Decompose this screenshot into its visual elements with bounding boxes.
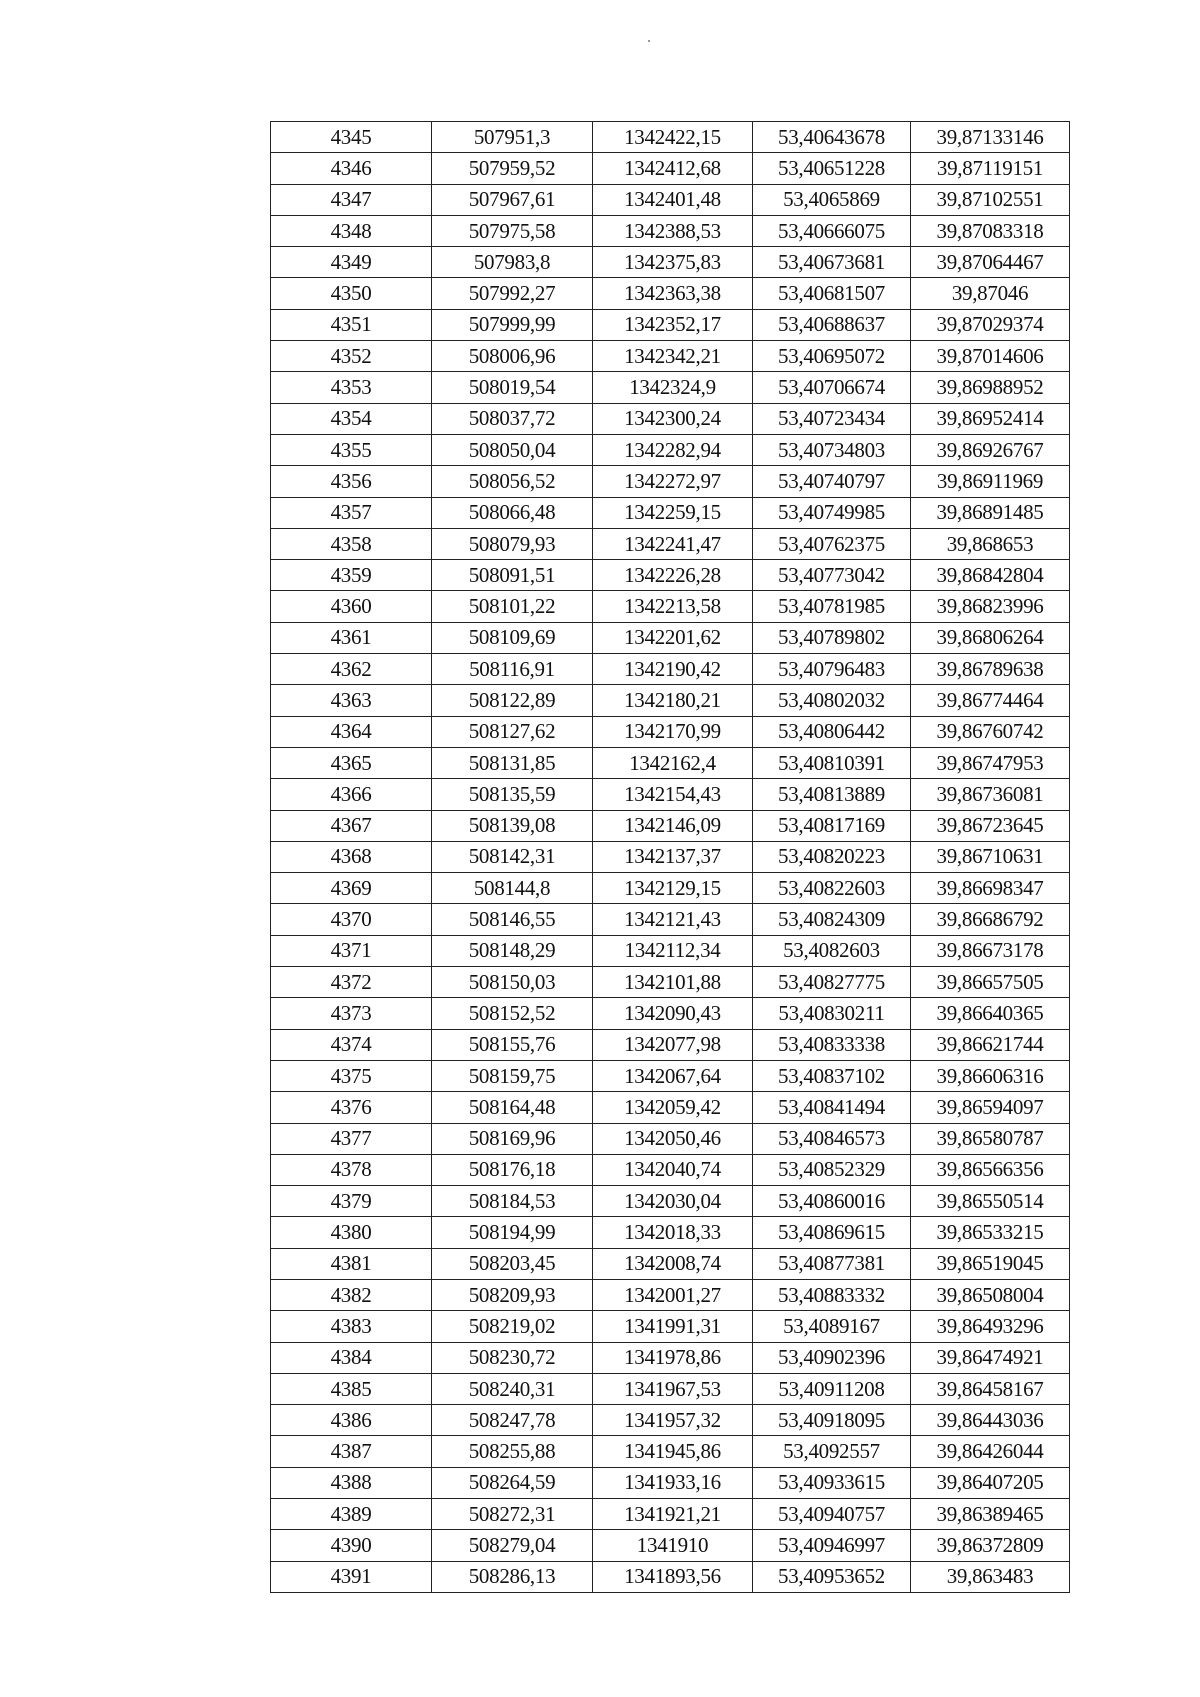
y-coordinate-cell: 1342342,21 <box>593 341 753 372</box>
latitude-cell: 53,40773042 <box>753 560 911 591</box>
point-number-cell: 4351 <box>271 309 432 340</box>
table-row <box>271 1530 1070 1561</box>
longitude-cell: 39,86952414 <box>911 403 1070 434</box>
latitude-cell: 53,40911208 <box>753 1373 911 1404</box>
point-number-cell: 4354 <box>271 403 432 434</box>
coordinates-table-body <box>271 122 1070 1593</box>
longitude-cell: 39,86673178 <box>911 935 1070 966</box>
point-number-cell: 4347 <box>271 184 432 215</box>
y-coordinate-cell: 1341991,31 <box>593 1311 753 1342</box>
latitude-cell: 53,40827775 <box>753 967 911 998</box>
y-coordinate-cell: 1341967,53 <box>593 1373 753 1404</box>
x-coordinate-cell: 508091,51 <box>432 560 593 591</box>
table-row <box>271 341 1070 372</box>
y-coordinate-cell: 1341893,56 <box>593 1561 753 1592</box>
latitude-cell: 53,4082603 <box>753 935 911 966</box>
point-number-cell: 4356 <box>271 466 432 497</box>
y-coordinate-cell: 1342259,15 <box>593 497 753 528</box>
y-coordinate-cell: 1342272,97 <box>593 466 753 497</box>
latitude-cell: 53,40806442 <box>753 716 911 747</box>
x-coordinate-cell: 508240,31 <box>432 1373 593 1404</box>
point-number-cell: 4378 <box>271 1154 432 1185</box>
table-row <box>271 528 1070 559</box>
y-coordinate-cell: 1342412,68 <box>593 153 753 184</box>
longitude-cell: 39,86723645 <box>911 810 1070 841</box>
point-number-cell: 4361 <box>271 622 432 653</box>
longitude-cell: 39,87064467 <box>911 247 1070 278</box>
longitude-cell: 39,86621744 <box>911 1029 1070 1060</box>
x-coordinate-cell: 507983,8 <box>432 247 593 278</box>
latitude-cell: 53,40762375 <box>753 528 911 559</box>
x-coordinate-cell: 508155,76 <box>432 1029 593 1060</box>
longitude-cell: 39,86747953 <box>911 747 1070 778</box>
y-coordinate-cell: 1342363,38 <box>593 278 753 309</box>
y-coordinate-cell: 1342282,94 <box>593 434 753 465</box>
point-number-cell: 4391 <box>271 1561 432 1592</box>
point-number-cell: 4368 <box>271 841 432 872</box>
longitude-cell: 39,87083318 <box>911 215 1070 246</box>
y-coordinate-cell: 1341921,21 <box>593 1499 753 1530</box>
x-coordinate-cell: 508152,52 <box>432 998 593 1029</box>
latitude-cell: 53,4065869 <box>753 184 911 215</box>
longitude-cell: 39,86580787 <box>911 1123 1070 1154</box>
longitude-cell: 39,86566356 <box>911 1154 1070 1185</box>
latitude-cell: 53,40824309 <box>753 904 911 935</box>
y-coordinate-cell: 1342180,21 <box>593 685 753 716</box>
latitude-cell: 53,4092557 <box>753 1436 911 1467</box>
x-coordinate-cell: 508135,59 <box>432 779 593 810</box>
y-coordinate-cell: 1342213,58 <box>593 591 753 622</box>
table-row <box>271 1092 1070 1123</box>
x-coordinate-cell: 508150,03 <box>432 967 593 998</box>
longitude-cell: 39,86686792 <box>911 904 1070 935</box>
longitude-cell: 39,86926767 <box>911 434 1070 465</box>
x-coordinate-cell: 508131,85 <box>432 747 593 778</box>
y-coordinate-cell: 1342040,74 <box>593 1154 753 1185</box>
y-coordinate-cell: 1342324,9 <box>593 372 753 403</box>
table-row <box>271 278 1070 309</box>
point-number-cell: 4387 <box>271 1436 432 1467</box>
table-row <box>271 1060 1070 1091</box>
y-coordinate-cell: 1341910 <box>593 1530 753 1561</box>
y-coordinate-cell: 1342001,27 <box>593 1279 753 1310</box>
latitude-cell: 53,40749985 <box>753 497 911 528</box>
longitude-cell: 39,86508004 <box>911 1279 1070 1310</box>
latitude-cell: 53,40734803 <box>753 434 911 465</box>
table-row <box>271 1279 1070 1310</box>
table-row <box>271 591 1070 622</box>
table-row <box>271 497 1070 528</box>
table-row <box>271 998 1070 1029</box>
point-number-cell: 4383 <box>271 1311 432 1342</box>
y-coordinate-cell: 1342170,99 <box>593 716 753 747</box>
latitude-cell: 53,40933615 <box>753 1467 911 1498</box>
x-coordinate-cell: 507967,61 <box>432 184 593 215</box>
longitude-cell: 39,86389465 <box>911 1499 1070 1530</box>
table-row <box>271 372 1070 403</box>
y-coordinate-cell: 1342375,83 <box>593 247 753 278</box>
longitude-cell: 39,86372809 <box>911 1530 1070 1561</box>
latitude-cell: 53,40651228 <box>753 153 911 184</box>
table-row <box>271 685 1070 716</box>
table-row <box>271 1248 1070 1279</box>
point-number-cell: 4371 <box>271 935 432 966</box>
longitude-cell: 39,86594097 <box>911 1092 1070 1123</box>
table-row <box>271 434 1070 465</box>
longitude-cell: 39,86988952 <box>911 372 1070 403</box>
latitude-cell: 53,40833338 <box>753 1029 911 1060</box>
latitude-cell: 53,40817169 <box>753 810 911 841</box>
latitude-cell: 53,40706674 <box>753 372 911 403</box>
longitude-cell: 39,86789638 <box>911 654 1070 685</box>
latitude-cell: 53,40940757 <box>753 1499 911 1530</box>
table-row <box>271 184 1070 215</box>
longitude-cell: 39,868653 <box>911 528 1070 559</box>
latitude-cell: 53,40673681 <box>753 247 911 278</box>
y-coordinate-cell: 1342137,37 <box>593 841 753 872</box>
y-coordinate-cell: 1342162,4 <box>593 747 753 778</box>
y-coordinate-cell: 1342129,15 <box>593 873 753 904</box>
x-coordinate-cell: 507999,99 <box>432 309 593 340</box>
longitude-cell: 39,86823996 <box>911 591 1070 622</box>
y-coordinate-cell: 1342300,24 <box>593 403 753 434</box>
point-number-cell: 4388 <box>271 1467 432 1498</box>
longitude-cell: 39,87119151 <box>911 153 1070 184</box>
x-coordinate-cell: 507992,27 <box>432 278 593 309</box>
table-row <box>271 215 1070 246</box>
y-coordinate-cell: 1342101,88 <box>593 967 753 998</box>
y-coordinate-cell: 1342190,42 <box>593 654 753 685</box>
point-number-cell: 4350 <box>271 278 432 309</box>
longitude-cell: 39,86774464 <box>911 685 1070 716</box>
point-number-cell: 4363 <box>271 685 432 716</box>
point-number-cell: 4359 <box>271 560 432 591</box>
table-row <box>271 1311 1070 1342</box>
longitude-cell: 39,86474921 <box>911 1342 1070 1373</box>
longitude-cell: 39,86911969 <box>911 466 1070 497</box>
point-number-cell: 4360 <box>271 591 432 622</box>
x-coordinate-cell: 508230,72 <box>432 1342 593 1373</box>
table-row <box>271 622 1070 653</box>
x-coordinate-cell: 508056,52 <box>432 466 593 497</box>
x-coordinate-cell: 508169,96 <box>432 1123 593 1154</box>
longitude-cell: 39,86842804 <box>911 560 1070 591</box>
x-coordinate-cell: 507951,3 <box>432 122 593 153</box>
table-row <box>271 403 1070 434</box>
table-row <box>271 153 1070 184</box>
y-coordinate-cell: 1342401,48 <box>593 184 753 215</box>
point-number-cell: 4382 <box>271 1279 432 1310</box>
point-number-cell: 4390 <box>271 1530 432 1561</box>
point-number-cell: 4355 <box>271 434 432 465</box>
table-row <box>271 1561 1070 1592</box>
table-row <box>271 1436 1070 1467</box>
longitude-cell: 39,86606316 <box>911 1060 1070 1091</box>
point-number-cell: 4348 <box>271 215 432 246</box>
point-number-cell: 4367 <box>271 810 432 841</box>
point-number-cell: 4364 <box>271 716 432 747</box>
latitude-cell: 53,40852329 <box>753 1154 911 1185</box>
latitude-cell: 53,40902396 <box>753 1342 911 1373</box>
longitude-cell: 39,87014606 <box>911 341 1070 372</box>
table-row <box>271 967 1070 998</box>
point-number-cell: 4345 <box>271 122 432 153</box>
point-number-cell: 4369 <box>271 873 432 904</box>
table-row <box>271 1342 1070 1373</box>
point-number-cell: 4377 <box>271 1123 432 1154</box>
point-number-cell: 4379 <box>271 1186 432 1217</box>
latitude-cell: 53,40695072 <box>753 341 911 372</box>
y-coordinate-cell: 1342226,28 <box>593 560 753 591</box>
y-coordinate-cell: 1342352,17 <box>593 309 753 340</box>
x-coordinate-cell: 508255,88 <box>432 1436 593 1467</box>
x-coordinate-cell: 508050,04 <box>432 434 593 465</box>
y-coordinate-cell: 1342008,74 <box>593 1248 753 1279</box>
table-row <box>271 1186 1070 1217</box>
x-coordinate-cell: 508109,69 <box>432 622 593 653</box>
longitude-cell: 39,86736081 <box>911 779 1070 810</box>
x-coordinate-cell: 508127,62 <box>432 716 593 747</box>
x-coordinate-cell: 508159,75 <box>432 1060 593 1091</box>
y-coordinate-cell: 1341945,86 <box>593 1436 753 1467</box>
x-coordinate-cell: 508006,96 <box>432 341 593 372</box>
latitude-cell: 53,40837102 <box>753 1060 911 1091</box>
x-coordinate-cell: 508139,08 <box>432 810 593 841</box>
x-coordinate-cell: 508037,72 <box>432 403 593 434</box>
longitude-cell: 39,86710631 <box>911 841 1070 872</box>
x-coordinate-cell: 508116,91 <box>432 654 593 685</box>
longitude-cell: 39,86806264 <box>911 622 1070 653</box>
y-coordinate-cell: 1342241,47 <box>593 528 753 559</box>
latitude-cell: 53,40883332 <box>753 1279 911 1310</box>
table-row <box>271 1217 1070 1248</box>
latitude-cell: 53,40813889 <box>753 779 911 810</box>
x-coordinate-cell: 508219,02 <box>432 1311 593 1342</box>
table-row <box>271 466 1070 497</box>
table-row <box>271 1029 1070 1060</box>
latitude-cell: 53,40810391 <box>753 747 911 778</box>
table-row <box>271 1154 1070 1185</box>
latitude-cell: 53,40781985 <box>753 591 911 622</box>
longitude-cell: 39,86426044 <box>911 1436 1070 1467</box>
latitude-cell: 53,40820223 <box>753 841 911 872</box>
table-row <box>271 122 1070 153</box>
point-number-cell: 4365 <box>271 747 432 778</box>
latitude-cell: 53,40869615 <box>753 1217 911 1248</box>
latitude-cell: 53,40740797 <box>753 466 911 497</box>
x-coordinate-cell: 507959,52 <box>432 153 593 184</box>
table-row <box>271 560 1070 591</box>
point-number-cell: 4370 <box>271 904 432 935</box>
latitude-cell: 53,40953652 <box>753 1561 911 1592</box>
x-coordinate-cell: 508079,93 <box>432 528 593 559</box>
x-coordinate-cell: 508279,04 <box>432 1530 593 1561</box>
table-row <box>271 1499 1070 1530</box>
y-coordinate-cell: 1342201,62 <box>593 622 753 653</box>
longitude-cell: 39,87133146 <box>911 122 1070 153</box>
table-row <box>271 1405 1070 1436</box>
longitude-cell: 39,863483 <box>911 1561 1070 1592</box>
longitude-cell: 39,86533215 <box>911 1217 1070 1248</box>
y-coordinate-cell: 1342121,43 <box>593 904 753 935</box>
x-coordinate-cell: 508203,45 <box>432 1248 593 1279</box>
x-coordinate-cell: 508286,13 <box>432 1561 593 1592</box>
y-coordinate-cell: 1342146,09 <box>593 810 753 841</box>
table-row <box>271 904 1070 935</box>
table-row <box>271 1467 1070 1498</box>
table-row <box>271 810 1070 841</box>
point-number-cell: 4358 <box>271 528 432 559</box>
point-number-cell: 4386 <box>271 1405 432 1436</box>
x-coordinate-cell: 508164,48 <box>432 1092 593 1123</box>
y-coordinate-cell: 1342018,33 <box>593 1217 753 1248</box>
latitude-cell: 53,40666075 <box>753 215 911 246</box>
longitude-cell: 39,86698347 <box>911 873 1070 904</box>
longitude-cell: 39,87046 <box>911 278 1070 309</box>
x-coordinate-cell: 508066,48 <box>432 497 593 528</box>
latitude-cell: 53,40789802 <box>753 622 911 653</box>
latitude-cell: 53,40822603 <box>753 873 911 904</box>
x-coordinate-cell: 508122,89 <box>432 685 593 716</box>
point-number-cell: 4374 <box>271 1029 432 1060</box>
x-coordinate-cell: 508148,29 <box>432 935 593 966</box>
y-coordinate-cell: 1342112,34 <box>593 935 753 966</box>
y-coordinate-cell: 1342090,43 <box>593 998 753 1029</box>
longitude-cell: 39,86443036 <box>911 1405 1070 1436</box>
y-coordinate-cell: 1342030,04 <box>593 1186 753 1217</box>
latitude-cell: 53,40796483 <box>753 654 911 685</box>
latitude-cell: 53,40681507 <box>753 278 911 309</box>
point-number-cell: 4352 <box>271 341 432 372</box>
point-number-cell: 4384 <box>271 1342 432 1373</box>
x-coordinate-cell: 508101,22 <box>432 591 593 622</box>
y-coordinate-cell: 1342422,15 <box>593 122 753 153</box>
scan-speck <box>648 40 650 42</box>
longitude-cell: 39,86891485 <box>911 497 1070 528</box>
latitude-cell: 53,40841494 <box>753 1092 911 1123</box>
coordinates-table <box>270 121 1070 1593</box>
point-number-cell: 4362 <box>271 654 432 685</box>
point-number-cell: 4376 <box>271 1092 432 1123</box>
x-coordinate-cell: 508272,31 <box>432 1499 593 1530</box>
table-row <box>271 935 1070 966</box>
point-number-cell: 4357 <box>271 497 432 528</box>
y-coordinate-cell: 1341933,16 <box>593 1467 753 1498</box>
point-number-cell: 4349 <box>271 247 432 278</box>
longitude-cell: 39,86493296 <box>911 1311 1070 1342</box>
y-coordinate-cell: 1341957,32 <box>593 1405 753 1436</box>
latitude-cell: 53,40877381 <box>753 1248 911 1279</box>
x-coordinate-cell: 508184,53 <box>432 1186 593 1217</box>
latitude-cell: 53,40643678 <box>753 122 911 153</box>
longitude-cell: 39,86550514 <box>911 1186 1070 1217</box>
table-row <box>271 747 1070 778</box>
latitude-cell: 53,40946997 <box>753 1530 911 1561</box>
x-coordinate-cell: 508146,55 <box>432 904 593 935</box>
x-coordinate-cell: 507975,58 <box>432 215 593 246</box>
table-row <box>271 716 1070 747</box>
longitude-cell: 39,87102551 <box>911 184 1070 215</box>
table-row <box>271 247 1070 278</box>
point-number-cell: 4346 <box>271 153 432 184</box>
latitude-cell: 53,40688637 <box>753 309 911 340</box>
y-coordinate-cell: 1342059,42 <box>593 1092 753 1123</box>
latitude-cell: 53,40802032 <box>753 685 911 716</box>
table-row <box>271 654 1070 685</box>
x-coordinate-cell: 508019,54 <box>432 372 593 403</box>
table-row <box>271 841 1070 872</box>
y-coordinate-cell: 1342154,43 <box>593 779 753 810</box>
point-number-cell: 4381 <box>271 1248 432 1279</box>
table-row <box>271 1123 1070 1154</box>
y-coordinate-cell: 1342067,64 <box>593 1060 753 1091</box>
latitude-cell: 53,40830211 <box>753 998 911 1029</box>
longitude-cell: 39,86407205 <box>911 1467 1070 1498</box>
point-number-cell: 4385 <box>271 1373 432 1404</box>
latitude-cell: 53,40918095 <box>753 1405 911 1436</box>
point-number-cell: 4389 <box>271 1499 432 1530</box>
point-number-cell: 4375 <box>271 1060 432 1091</box>
point-number-cell: 4372 <box>271 967 432 998</box>
table-row <box>271 1373 1070 1404</box>
point-number-cell: 4353 <box>271 372 432 403</box>
longitude-cell: 39,86657505 <box>911 967 1070 998</box>
x-coordinate-cell: 508247,78 <box>432 1405 593 1436</box>
x-coordinate-cell: 508209,93 <box>432 1279 593 1310</box>
x-coordinate-cell: 508142,31 <box>432 841 593 872</box>
x-coordinate-cell: 508176,18 <box>432 1154 593 1185</box>
y-coordinate-cell: 1342050,46 <box>593 1123 753 1154</box>
y-coordinate-cell: 1342388,53 <box>593 215 753 246</box>
table-row <box>271 779 1070 810</box>
point-number-cell: 4380 <box>271 1217 432 1248</box>
longitude-cell: 39,86640365 <box>911 998 1070 1029</box>
latitude-cell: 53,40860016 <box>753 1186 911 1217</box>
table-row <box>271 873 1070 904</box>
latitude-cell: 53,4089167 <box>753 1311 911 1342</box>
y-coordinate-cell: 1342077,98 <box>593 1029 753 1060</box>
longitude-cell: 39,86519045 <box>911 1248 1070 1279</box>
longitude-cell: 39,87029374 <box>911 309 1070 340</box>
longitude-cell: 39,86760742 <box>911 716 1070 747</box>
latitude-cell: 53,40846573 <box>753 1123 911 1154</box>
latitude-cell: 53,40723434 <box>753 403 911 434</box>
point-number-cell: 4366 <box>271 779 432 810</box>
x-coordinate-cell: 508144,8 <box>432 873 593 904</box>
table-row <box>271 309 1070 340</box>
y-coordinate-cell: 1341978,86 <box>593 1342 753 1373</box>
x-coordinate-cell: 508194,99 <box>432 1217 593 1248</box>
point-number-cell: 4373 <box>271 998 432 1029</box>
x-coordinate-cell: 508264,59 <box>432 1467 593 1498</box>
longitude-cell: 39,86458167 <box>911 1373 1070 1404</box>
